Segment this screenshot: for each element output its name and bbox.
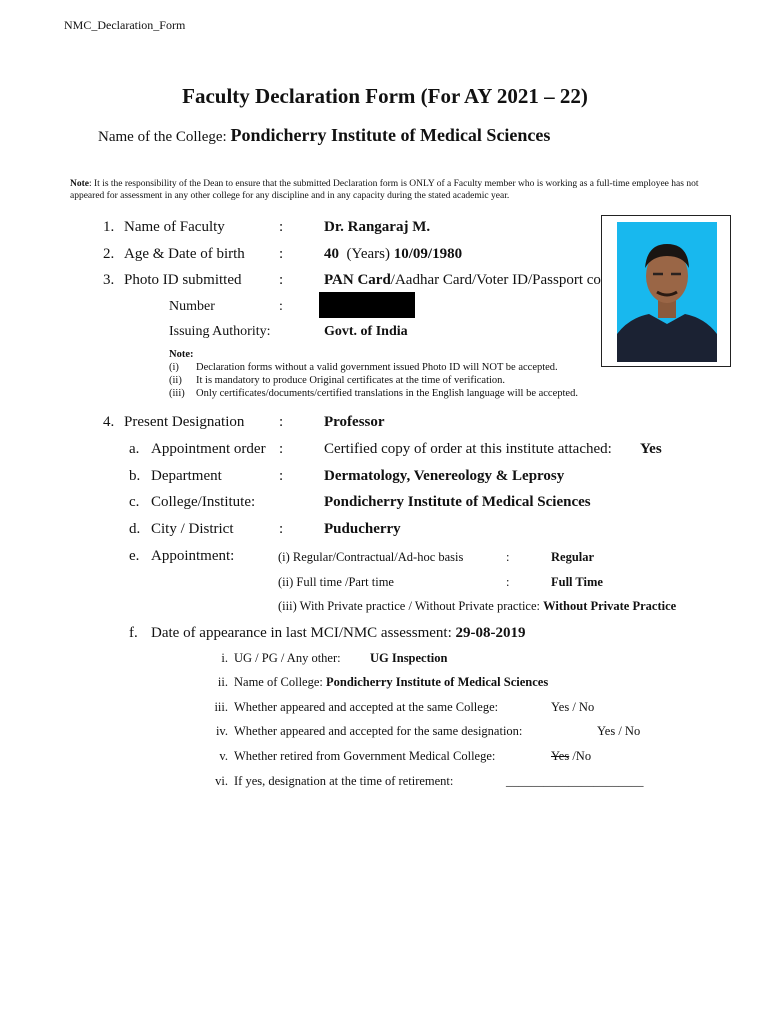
appointment-practice [278,599,676,614]
assessment-item-num: v. [219,749,228,763]
colon: : [279,219,284,235]
note-label: Note [70,179,89,189]
assessment-item-line [234,675,548,690]
note-text: : It is the responsibility of the Dean to ensure that the submitted Declaration form is ONLY of a Faculty member who is working as a full-time employee has not appeared for assessment in any other college for any discipline and in any capacity during the stated academic year. [70,179,699,201]
id-note-num: (i) [169,362,179,373]
appointment-order-num: a. [129,441,140,457]
colon: : [506,550,510,564]
college-line [98,125,550,146]
appointment-practice-label: (iii) With Private practice / Without Private practice: [278,599,540,613]
institute-value: Pondicherry Institute of Medical Sciences [324,494,591,510]
college-label: Name of the College: [98,129,227,145]
appointment-basis-value: Regular [551,550,595,564]
appointment-time-value: Full Time [551,575,603,589]
assessment-item-label: Name of College: [234,675,323,689]
assessment-date: 29-08-2019 [455,625,526,641]
issuing-authority-label: Issuing Authority: [169,324,271,339]
faculty-photo [601,215,731,367]
college-value: Pondicherry Institute of Medical Sciences [230,125,551,145]
appointment-num: e. [129,548,140,564]
appointment-order-label: Appointment order [151,441,266,457]
designation-label: Present Designation [124,414,245,430]
id-note-num: (ii) [169,375,182,386]
document-name: NMC_Declaration_Form [64,18,186,32]
assessment-item-num: iv. [215,724,228,738]
id-note-text: Declaration forms without a valid government issued Photo ID will NOT be accepted. [196,362,558,373]
colon: : [279,299,283,314]
institute-num: c. [129,494,140,510]
assessment-item-value: UG Inspection [370,651,448,665]
department-value: Dermatology, Venereology & Leprosy [324,468,565,484]
photo-id-label: Photo ID submitted [124,272,242,288]
assessment-item-label: If yes, designation at the time of retirement: [234,774,454,788]
designation-value: Professor [324,414,385,430]
department-label: Department [151,468,222,484]
department-num: b. [129,468,141,484]
assessment-item-value: Yes / No [597,724,641,738]
age-years: 40 [324,246,339,262]
assessment-item-label: Whether retired from Government Medical College: [234,749,496,763]
city-num: d. [129,521,141,537]
years-text: (Years) [346,246,390,262]
assessment-item-value [551,749,591,764]
age-num: 2. [103,246,115,262]
colon: : [506,575,510,589]
institute-label: College/Institute: [151,494,256,510]
assessment-item-label: Whether appeared and accepted at the same College: [234,700,499,714]
id-note-num: (iii) [169,388,185,399]
colon: : [279,521,284,537]
redacted-id-number [319,292,415,318]
assessment-item-num: vi. [215,774,228,788]
city-label: City / District [151,521,234,537]
struck-yes: Yes [551,749,570,763]
assessment-item-num: i. [221,651,228,665]
answer-no: /No [569,749,592,763]
assessment-item-num: iii. [214,700,228,714]
page-title: Faculty Declaration Form (For AY 2021 – 22) [182,84,588,108]
faculty-num: 1. [103,219,115,235]
photo-id-num: 3. [103,272,115,288]
photo-id-type: PAN Card [324,272,391,288]
designation-num: 4. [103,414,115,430]
dean-note [70,178,700,202]
dob-value: 10/09/1980 [393,246,463,262]
id-note-text: Only certificates/documents/certified translations in the English language will be accepted. [196,388,578,399]
colon: : [279,414,284,430]
appointment-basis-label: (i) Regular/Contractual/Ad-hoc basis [278,550,464,564]
assessment-item-num: ii. [217,675,228,689]
id-note-text: It is mandatory to produce Original certificates at the time of verification. [196,375,506,386]
assessment-line [151,625,526,642]
id-number-label: Number [169,299,215,314]
colon: : [279,272,284,288]
assessment-item-value: Pondicherry Institute of Medical Sciences [326,675,549,689]
photo-id-options: /Aadhar Card/Voter ID/Passport co [390,272,601,288]
appointment-time-label: (ii) Full time /Part time [278,575,394,589]
faculty-portrait-icon [617,222,717,362]
assessment-num: f. [129,625,138,641]
assessment-item-label: UG / PG / Any other: [234,651,341,665]
age-label: Age & Date of birth [124,246,245,262]
issuing-authority-value: Govt. of India [324,324,408,339]
photo-id-value [324,272,601,289]
city-value: Puducherry [324,521,401,537]
colon: : [279,468,284,484]
colon: : [279,441,284,457]
id-notes-title: Note: [169,349,194,360]
faculty-label: Name of Faculty [124,219,225,235]
appointment-practice-value: Without Private Practice [543,599,677,613]
appointment-label: Appointment: [151,548,235,564]
appointment-order-answer: Yes [640,441,662,457]
retirement-designation-blank: ______________________ [506,774,644,788]
assessment-item-value: Yes / No [551,700,595,714]
assessment-label: Date of appearance in last MCI/NMC assessment: [151,625,452,641]
assessment-item-label: Whether appeared and accepted for the same designation: [234,724,523,738]
faculty-value: Dr. Rangaraj M. [324,219,431,235]
appointment-order-value: Certified copy of order at this institute attached: [324,441,612,457]
colon: : [279,246,284,262]
age-value [324,246,462,263]
